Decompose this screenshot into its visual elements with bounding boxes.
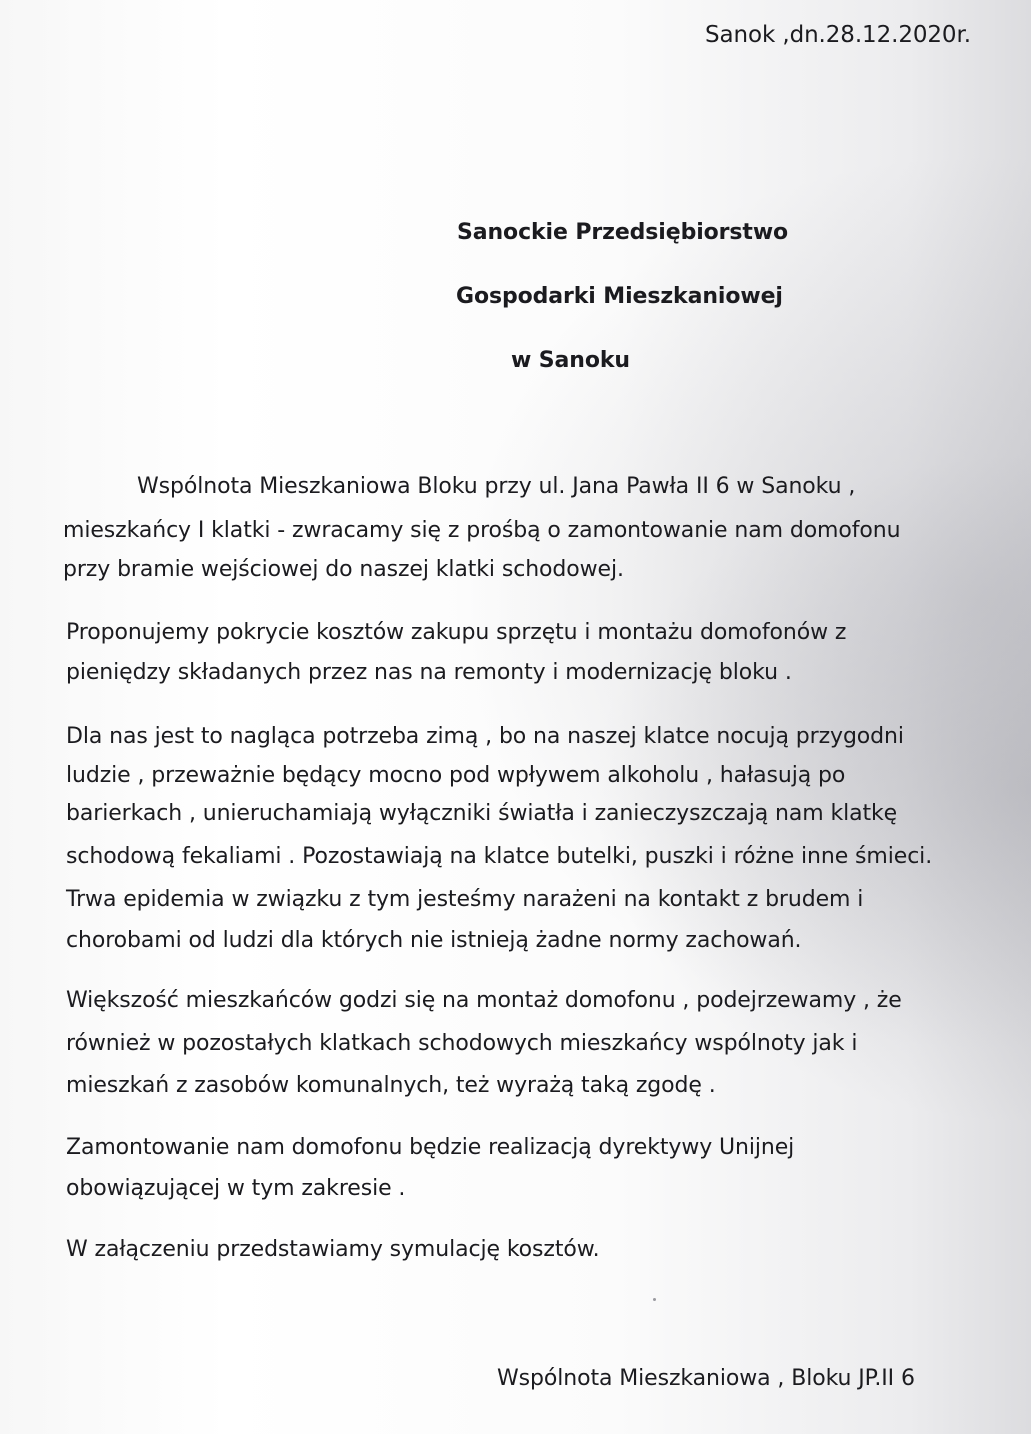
paragraph-3-line-2: ludzie , przeważnie będący mocno pod wpływem alkoholu , hałasują po <box>66 763 846 788</box>
date-line: Sanok ,dn.28.12.2020r. <box>705 22 971 48</box>
paragraph-2-line-2: pieniędzy składanych przez nas na remonty i modernizację bloku . <box>66 660 792 685</box>
paragraph-1-line-1: Wspólnota Mieszkaniowa Bloku przy ul. Jana Pawła II 6 w Sanoku , <box>137 474 856 499</box>
signature-line: Wspólnota Mieszkaniowa , Bloku JP.II 6 <box>497 1366 915 1391</box>
paragraph-3-line-4: schodową fekaliami . Pozostawiają na klatce butelki, puszki i różne inne śmieci. <box>66 844 933 869</box>
paragraph-3-line-5: Trwa epidemia w związku z tym jesteśmy narażeni na kontakt z brudem i <box>66 887 864 912</box>
paragraph-5-line-1: Zamontowanie nam domofonu będzie realizacją dyrektywy Unijnej <box>66 1135 795 1160</box>
paper-speck <box>653 1298 656 1301</box>
recipient-line-3: w Sanoku <box>511 348 630 373</box>
recipient-line-2: Gospodarki Mieszkaniowej <box>456 284 783 309</box>
paragraph-4-line-3: mieszkań z zasobów komunalnych, też wyrażą taką zgodę . <box>66 1073 716 1098</box>
paragraph-6-line-1: W załączeniu przedstawiamy symulację kosztów. <box>66 1237 600 1262</box>
paragraph-2-line-1: Proponujemy pokrycie kosztów zakupu sprzętu i montażu domofonów z <box>66 620 847 645</box>
paragraph-1-line-3: przy bramie wejściowej do naszej klatki schodowej. <box>63 557 624 582</box>
paragraph-4-line-2: również w pozostałych klatkach schodowych mieszkańcy wspólnoty jak i <box>66 1031 858 1056</box>
recipient-line-1: Sanockie Przedsiębiorstwo <box>457 220 789 245</box>
paragraph-1-line-2: mieszkańcy I klatki - zwracamy się z prośbą o zamontowanie nam domofonu <box>63 518 901 543</box>
paragraph-3-line-3: barierkach , unieruchamiają wyłączniki światła i zanieczyszczają nam klatkę <box>66 801 898 826</box>
paragraph-4-line-1: Większość mieszkańców godzi się na montaż domofonu , podejrzewamy , że <box>66 988 902 1013</box>
paragraph-3-line-1: Dla nas jest to nagląca potrzeba zimą , bo na naszej klatce nocują przygodni <box>66 724 904 749</box>
paragraph-3-line-6: chorobami od ludzi dla których nie istnieją żadne normy zachowań. <box>66 928 802 953</box>
paragraph-5-line-2: obowiązującej w tym zakresie . <box>66 1176 406 1201</box>
